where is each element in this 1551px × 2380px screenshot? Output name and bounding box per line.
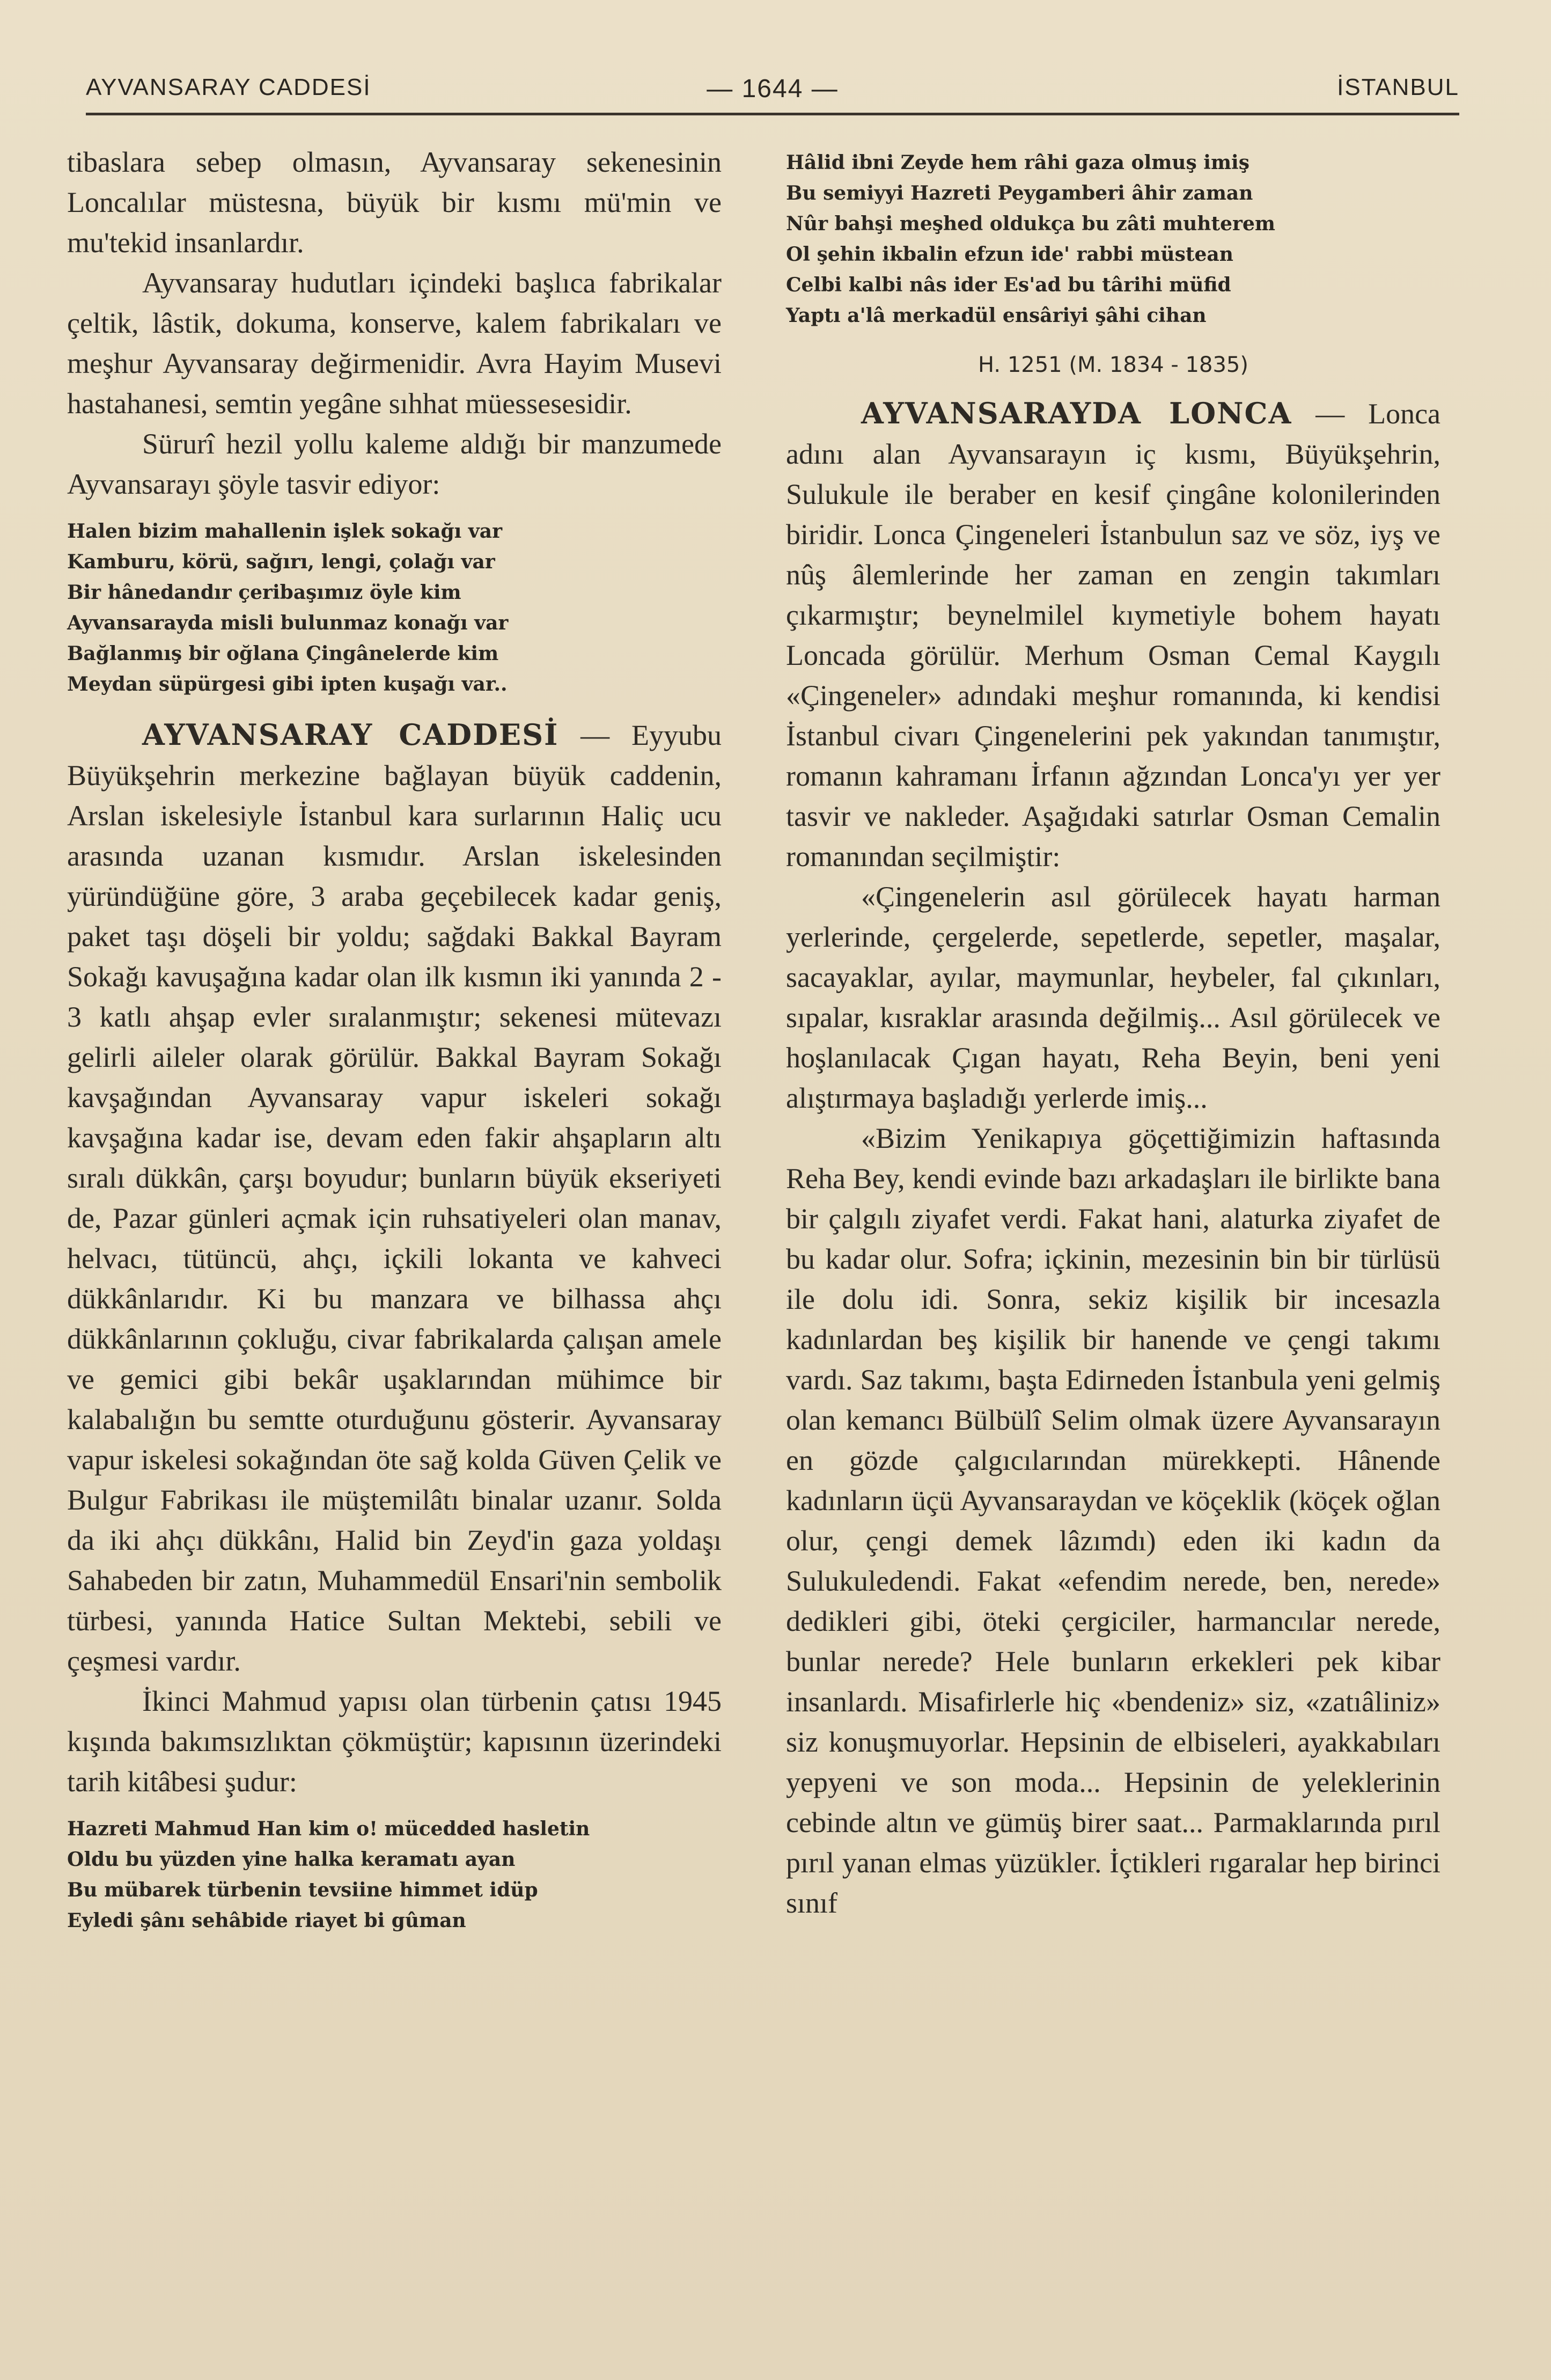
header-left-title: AYVANSARAY CADDESİ [86,74,371,100]
page-number: — 1644 — [707,75,839,103]
right-column [786,142,1440,1923]
verse-line: Celbi kalbi nâs ider Es'ad bu târihi müfid [786,274,1231,296]
running-head [86,64,1459,113]
inscription-date: H. 1251 (M. 1834 - 1835) [978,353,1248,377]
verse-line: Oldu bu yüzden yine halka keramatı ayan [67,1848,516,1871]
entry-heading: AYVANSARAY CADDESİ [142,717,559,752]
paragraph: Sürurî hezil yollu kaleme aldığı bir manzumede Ayvansarayı şöyle tasvir ediyor: [67,428,722,500]
entry-paragraph [786,393,1440,877]
paragraph: Ayvansaray hudutları içindeki başlıca fabrikalar çeltik, lâstik, dokuma, konserve, kalem fabrikaları ve meşhur Ayvansaray değirmenidir. Avra Hayim Musevi hastahanesi, semtin yegâne sıhhat müessesesidir. [67,267,722,420]
verse-line: Bağlanmış bir oğlana Çingânelerde kim [67,642,499,665]
verse-line: Hazreti Mahmud Han kim o! mücedded hasletin [67,1818,590,1840]
verse-line: Bu semiyyi Hazreti Peygamberi âhir zaman [786,182,1253,204]
paragraph: İkinci Mahmud yapısı olan türbenin çatısı 1945 kışında bakımsızlıktan çökmüştür; kapısının üzerindeki tarih kitâbesi şudur: [67,1685,722,1798]
verse-line: Ayvansarayda misli bulunmaz konağı var [67,612,509,634]
quote-paragraph: «Bizim Yenikapıya göçettiğimizin haftasında Reha Bey, kendi evinde bazı arkadaşları ile birlikte bana bir çalgılı ziyafet verdi. Fakat hani, alaturka ziyafet de bu kadar olur. Sofra; içkinin, mezesinin bin bir türlüsü ile dolu idi. Sonra, sekiz kişilik bir incesazla kadınlardan beş kişilik bir hanende ve çengi takımı vardı. Saz takımı, başta Edirneden İstanbula yeni gelmiş olan kemancı Bülbülî Selim olmak üzere Ayvansarayın en gözde çalgıcılarından mürekkepti. Hânende kadınların üçü Ayvansaraydan ve köçeklik (köçek oğlan olur, çengi demek lâzımdı) eden iki kadın da Sulukuledendi. Fakat «efendim nerede, ben, nerede» dedikleri gibi, öteki çergiciler, harmancılar nerede, bunlar nerede? Hele bunların erkekleri pek kibar insanlardı. Misafirlerle hiç «bendeniz» siz, «zatıâliniz» siz konuşmuyorlar. Hepsinin de elbiseleri, ayakkabıları yepyeni ve son moda... Hepsinin de yeleklerinin cebinde altın ve gümüş birer saat... Parmaklarında pırıl pırıl yanan elmas yüzükler. İçtikleri rıgaralar hep birinci sınıf [786,1122,1440,1919]
quote-paragraph: «Çingenelerin asıl görülecek hayatı harman yerlerinde, çergelerde, sepetlerde, sepetler, maşalar, sacayaklar, ayılar, maymunlar, heybeler, fal çıkınları, sıpalar, kısraklar arasında değilmiş... Asıl görülecek ve hoşlanılacak Çıgan hayatı, Reha Beyin, beni yeni alıştırmaya başladığı yerlerde imiş... [786,881,1440,1114]
verse-line: Hâlid ibni Zeyde hem râhi gaza olmuş imiş [786,151,1249,174]
header-right-title: İSTANBUL [1337,74,1459,100]
verse-line: Meydan süpürgesi gibi ipten kuşağı var.. [67,673,508,695]
verse-line: Bu mübarek türbenin tevsiine himmet idüp [67,1879,538,1901]
verse-line: Ol şehin ikbalin efzun ide' rabbi müstean [786,243,1233,266]
verse-line: Kamburu, körü, sağırı, lengi, çolağı var [67,551,495,573]
entry-paragraph [67,715,722,1681]
paragraph: tibaslara sebep olmasın, Ayvansaray sekenesinin Loncalılar müstesna, büyük bir kısmı mü'min ve mu'tekid insanlardır. [67,146,722,259]
verse-line: Eyledi şânı sehâbide riayet bi gûman [67,1909,466,1932]
verse-line: Nûr bahşi meşhed oldukça bu zâti muhterem [786,213,1275,235]
entry-text: — Eyyubu Büyükşehrin merkezine bağlayan büyük caddenin, Arslan iskelesiyle İstanbul kara surlarının Haliç ucu arasında uzanan kısmıdır. Arslan iskelesinden yüründüğüne göre, 3 araba geçebilecek kadar geniş, paket taşı döşeli bir yoldu; sağdaki Bakkal Bayram Sokağı kavuşağına kadar olan ilk kısmın iki yanında 2 - 3 katlı ahşap evler sıralanmıştır; sekenesi mütevazı gelirli aileler olarak görülür. Bakkal Bayram Sokağı kavşağından Ayvansaray vapur iskeleri sokağı kavşağına kadar ise, devam eden fakir ahşapların altı sıralı dükkân, çarşı boyudur; bunların büyük ekseriyeti de, Pazar günleri açmak için ruhsatiyeleri olan manav, helvacı, tütüncü, ahçı, içkili lokanta ve kahveci dükkânlarıdır. Ki bu manzara ve bilhassa ahçı dükkânlarının çokluğu, civar fabrikalarda çalışan amele ve gemici gibi bekâr uşaklarından mühimce bir kalabalığın bu semtte oturduğunu gösterir. Ayvansaray vapur iskelesi sokağından öte sağ kolda Güven Çelik ve Bulgur Fabrikası ile müştemilâtı binalar uzanır. Solda da iki ahçı dükkânı, Halid bin Zeyd'in gaza yoldaşı Sahabeden bir zatın, Muhammedül Ensari'nin sembolik türbesi, yanında Hatice Sultan Mektebi, sebili ve çeşmesi vardır. [67,719,722,1677]
entry-text: — Lonca adını alan Ayvansarayın iç kısmı, Büyükşehrin, Sulukule ile beraber en kesif çingâne kolonilerinden biridir. Lonca Çingeneleri İstanbulun saz ve söz, iyş ve nûş âlemlerinde her zaman en zengin takımları çıkarmıştır; beynelmilel kıymetiyle bohem hayatı Loncada görülür. Merhum Osman Cemal Kaygılı «Çingeneler» adındaki meşhur romanında, ki kendisi İstanbul civarı Çingenelerini pek yakından tanımıştır, romanın kahramanı İrfanın ağzından Lonca'yı yer yer tasvir ve nakleder. Aşağıdaki satırlar Osman Cemalin romanından seçilmiştir: [786,398,1441,873]
verse-block [67,516,722,700]
verse-line: Yaptı a'lâ merkadül ensâriyi şâhi cihan [786,304,1207,327]
verse-line: Bir hânedandır çeribaşımız öyle kim [67,581,461,604]
verse-line: Halen bizim mahallenin işlek sokağı var [67,520,503,543]
entry-heading: AYVANSARAYDA LONCA [861,396,1292,430]
inscription-verse [786,148,1440,331]
header-rule [86,113,1459,115]
inscription-verse [67,1814,722,1936]
left-column [67,142,722,1951]
